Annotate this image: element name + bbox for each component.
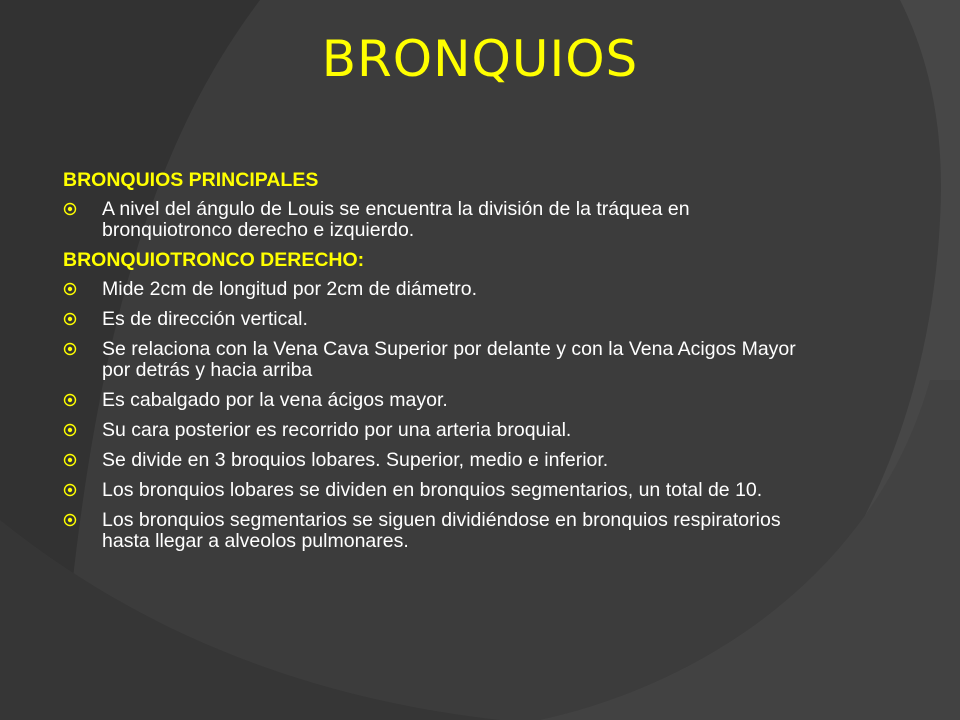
bullet-text: Los bronquios lobares se dividen en bronquios segmentarios, un total de 10. xyxy=(102,479,763,501)
circled-dot-bullet-icon xyxy=(63,312,77,326)
bullet-text: Mide 2cm de longitud por 2cm de diámetro. xyxy=(102,278,478,300)
circled-dot-bullet-icon xyxy=(63,513,77,527)
circled-dot-bullet-icon xyxy=(63,483,77,497)
bullet-text: Los bronquios segmentarios se siguen dividiéndose en bronquios respiratorios hasta llegar a alveolos pulmonares. xyxy=(102,509,781,552)
circled-dot-bullet-icon xyxy=(63,423,77,437)
bullet-item xyxy=(63,199,823,241)
bullet-item xyxy=(63,390,823,411)
bullet-item xyxy=(63,510,823,552)
circled-dot-bullet-icon xyxy=(63,202,77,216)
bullet-item xyxy=(63,339,823,381)
bullet-text: Es cabalgado por la vena ácigos mayor. xyxy=(102,389,448,411)
circled-dot-bullet-icon xyxy=(63,393,77,407)
circled-dot-bullet-icon xyxy=(63,453,77,467)
bullet-text: Su cara posterior es recorrido por una arteria broquial. xyxy=(102,419,572,441)
slide-content xyxy=(63,170,823,561)
bullet-item xyxy=(63,450,823,471)
bullet-item xyxy=(63,420,823,441)
circled-dot-bullet-icon xyxy=(63,282,77,296)
bullet-text: Se relaciona con la Vena Cava Superior por delante y con la Vena Acigos Mayor por detrás y hacia arriba xyxy=(102,338,796,381)
bullet-item xyxy=(63,279,823,300)
section-heading-bronquiotronco-derecho: BRONQUIOTRONCO DERECHO: xyxy=(63,249,365,271)
section-heading-bronquios-principales: BRONQUIOS PRINCIPALES xyxy=(63,169,319,191)
bullet-text: Se divide en 3 broquios lobares. Superior, medio e inferior. xyxy=(102,449,609,471)
bullet-item xyxy=(63,309,823,330)
circled-dot-bullet-icon xyxy=(63,342,77,356)
bullet-item xyxy=(63,480,823,501)
bullet-text: A nivel del ángulo de Louis se encuentra la división de la tráquea en bronquiotronco derecho e izquierdo. xyxy=(102,198,690,241)
slide-title: BRONQUIOS xyxy=(321,30,639,88)
bullet-text: Es de dirección vertical. xyxy=(102,308,308,330)
